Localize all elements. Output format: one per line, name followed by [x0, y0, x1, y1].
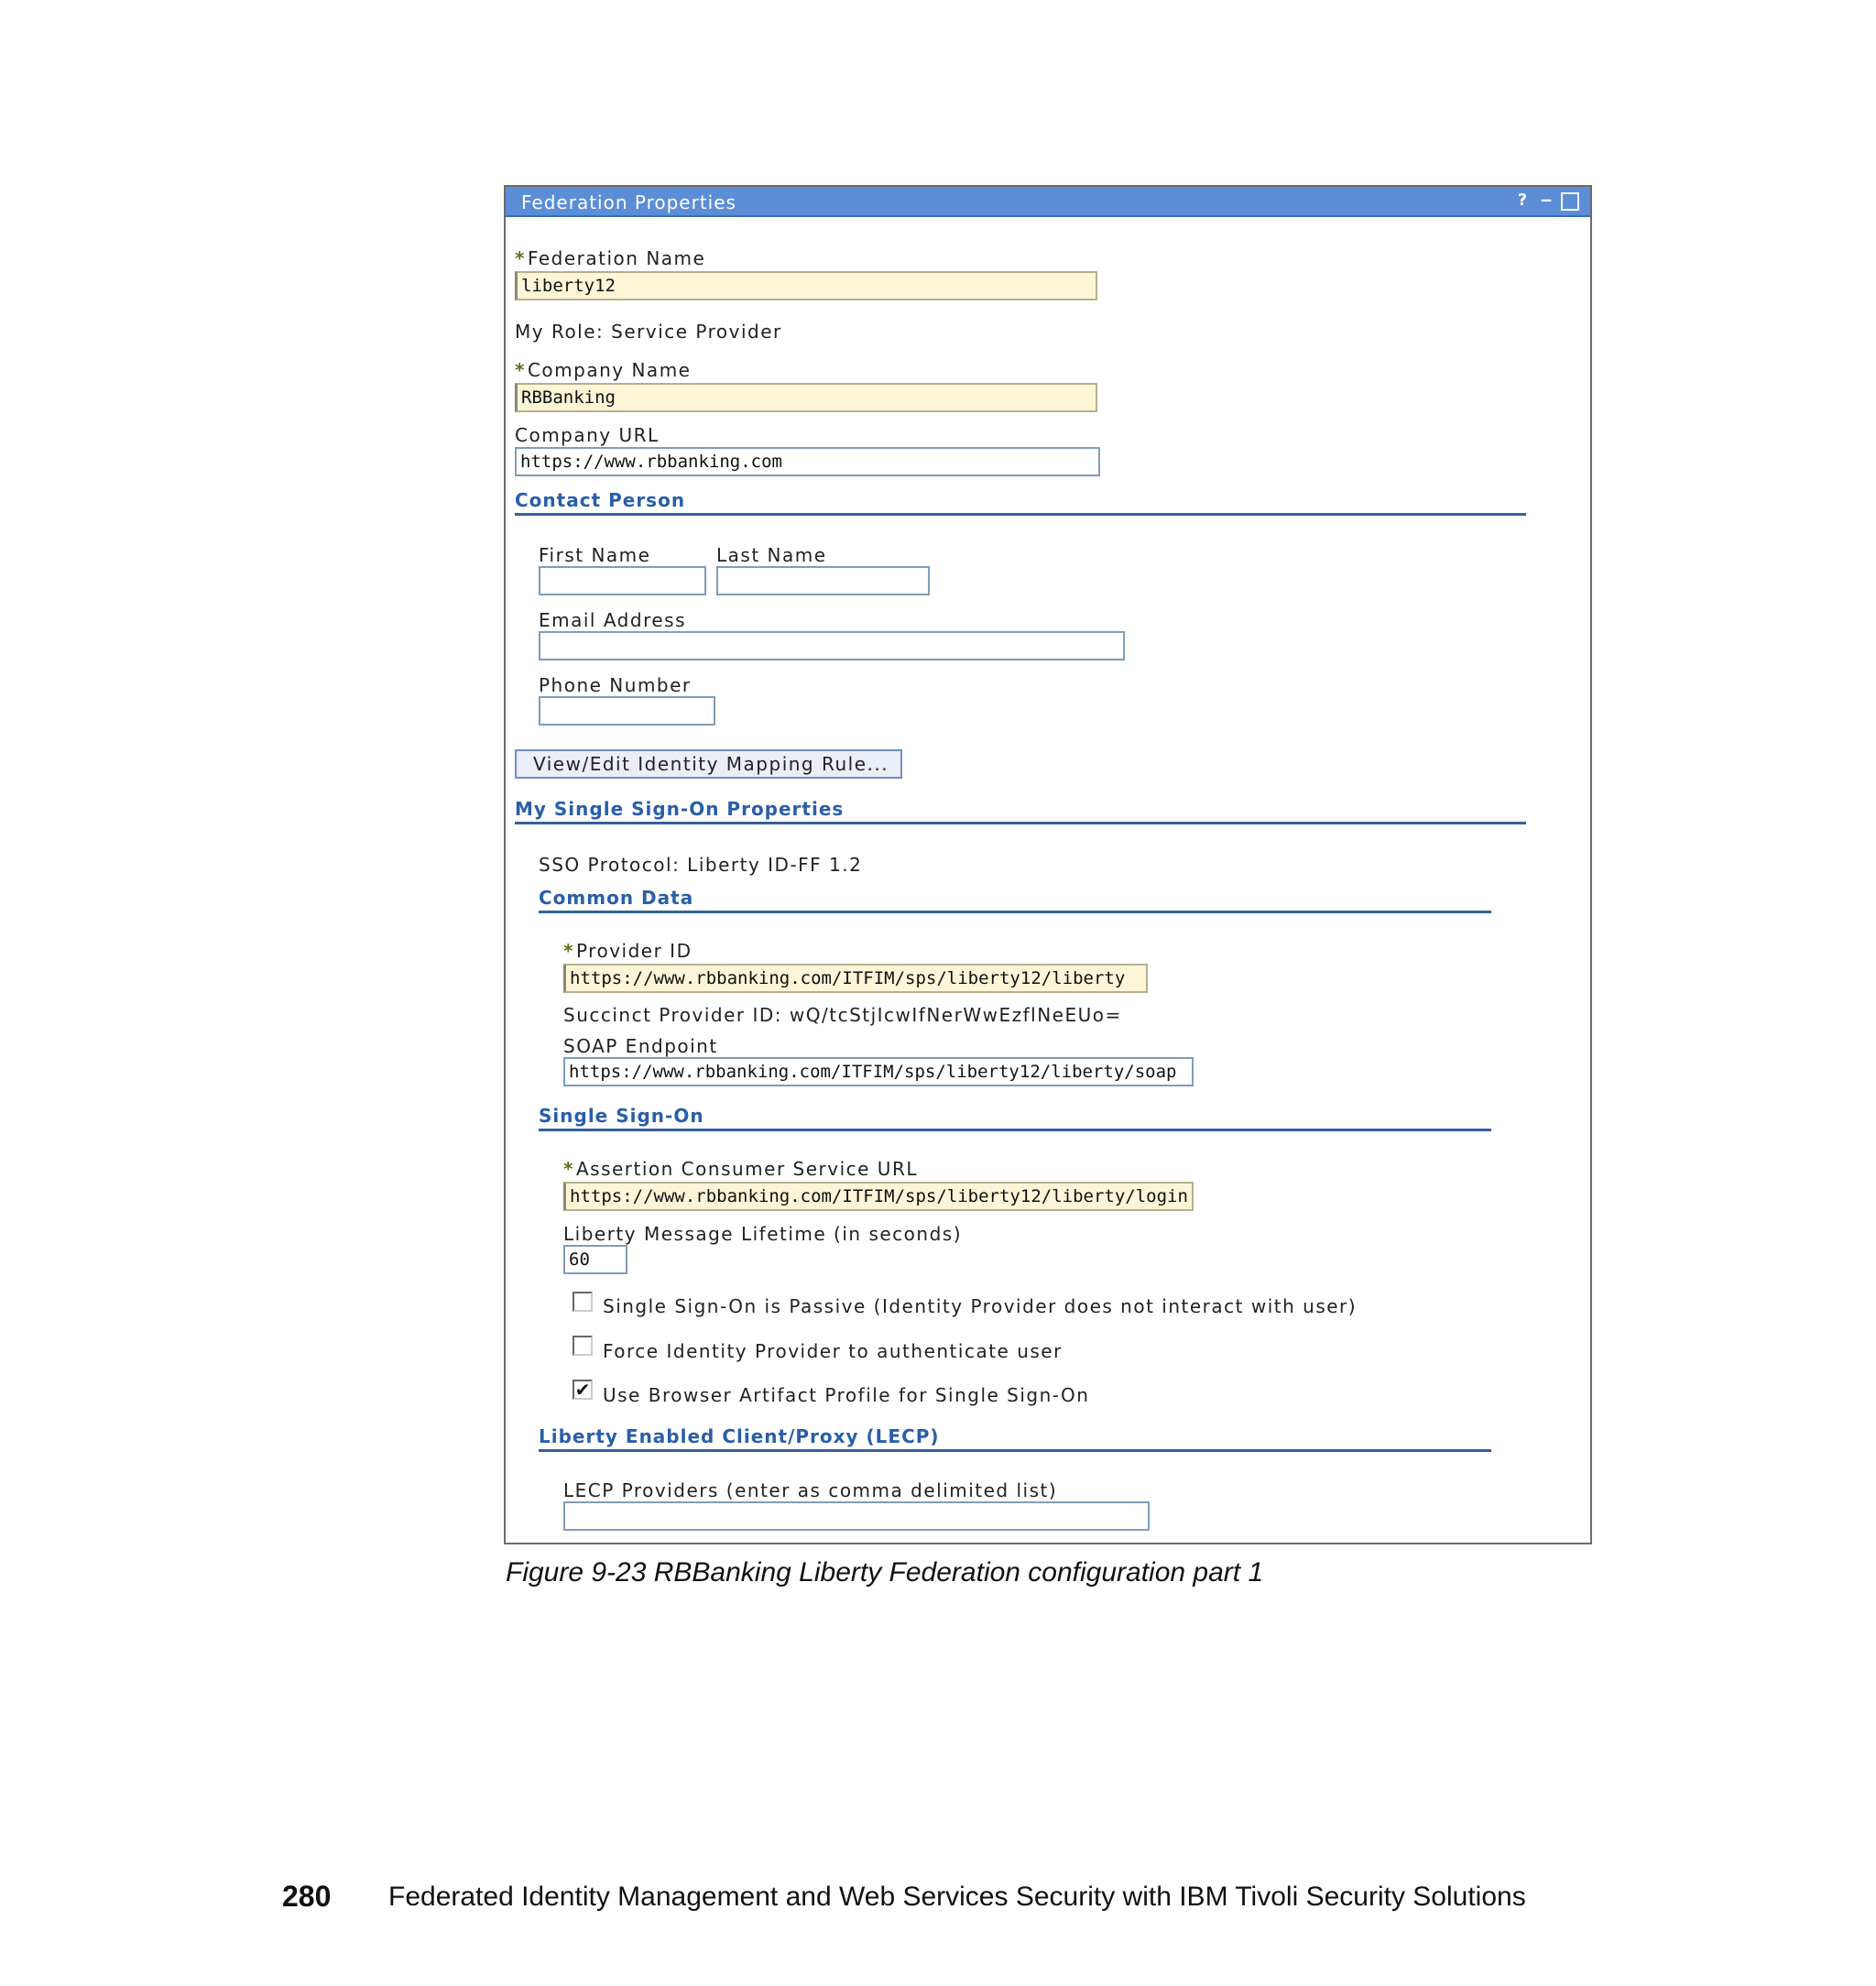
sso-passive-label: Single Sign-On is Passive (Identity Provider does not interact with user) — [603, 1295, 1358, 1317]
view-edit-mapping-rule-button[interactable]: View/Edit Identity Mapping Rule... — [515, 749, 902, 779]
company-name-label — [515, 359, 691, 381]
browser-artifact-label: Use Browser Artifact Profile for Single Sign-On — [603, 1384, 1090, 1406]
lecp-heading: Liberty Enabled Client/Proxy (LECP) — [539, 1425, 940, 1447]
panel-title: Federation Properties — [521, 191, 736, 213]
soap-endpoint-input[interactable]: https://www.rbbanking.com/ITFIM/sps/liberty12/liberty/soap — [563, 1057, 1194, 1086]
first-name-input[interactable] — [539, 566, 706, 595]
email-input[interactable] — [539, 631, 1125, 660]
federation-name-label-text: Federation Name — [527, 247, 706, 269]
panel-titlebar — [506, 187, 1590, 217]
sso-protocol-text: SSO Protocol: Liberty ID-FF 1.2 — [539, 854, 863, 876]
lecp-providers-input[interactable] — [563, 1501, 1150, 1531]
acs-url-label — [563, 1158, 918, 1180]
company-name-label-text: Company Name — [527, 359, 692, 381]
section-divider — [539, 911, 1491, 913]
common-data-heading: Common Data — [539, 887, 694, 909]
contact-person-heading: Contact Person — [515, 489, 686, 511]
help-icon[interactable]: ? — [1517, 191, 1528, 210]
section-divider — [515, 822, 1526, 824]
acs-url-label-text: Assertion Consumer Service URL — [575, 1158, 918, 1180]
sso-properties-heading: My Single Sign-On Properties — [515, 798, 845, 820]
company-url-input[interactable]: https://www.rbbanking.com — [515, 447, 1100, 476]
message-lifetime-input[interactable]: 60 — [563, 1245, 627, 1274]
phone-input[interactable] — [539, 696, 715, 726]
required-asterisk-icon: * — [515, 247, 526, 269]
phone-label: Phone Number — [539, 674, 692, 696]
provider-id-input[interactable]: https://www.rbbanking.com/ITFIM/sps/liberty12/liberty — [563, 964, 1148, 993]
lecp-providers-label: LECP Providers (enter as comma delimited list) — [563, 1479, 1058, 1501]
section-divider — [539, 1449, 1491, 1452]
federation-properties-panel — [504, 185, 1592, 1544]
message-lifetime-label: Liberty Message Lifetime (in seconds) — [563, 1223, 963, 1245]
section-divider — [515, 513, 1526, 516]
provider-id-label-text: Provider ID — [575, 940, 693, 962]
titlebar-controls — [1513, 191, 1579, 211]
single-sign-on-heading: Single Sign-On — [539, 1105, 704, 1127]
soap-endpoint-label: SOAP Endpoint — [563, 1035, 718, 1057]
book-title: Federated Identity Management and Web Services Security with IBM Tivoli Security Solutions — [388, 1882, 1526, 1912]
browser-artifact-checkbox[interactable]: ✔ — [573, 1380, 593, 1400]
last-name-label: Last Name — [716, 544, 827, 566]
required-asterisk-icon: * — [515, 359, 526, 381]
maximize-icon[interactable] — [1561, 192, 1579, 211]
my-role-text: My Role: Service Provider — [515, 321, 782, 343]
federation-name-input[interactable]: liberty12 — [515, 271, 1097, 300]
sso-passive-checkbox[interactable] — [573, 1292, 593, 1312]
minimize-icon[interactable]: ‒ — [1540, 191, 1553, 210]
email-label: Email Address — [539, 609, 686, 631]
page-number: 280 — [282, 1880, 332, 1913]
succinct-provider-id-text: Succinct Provider ID: wQ/tcStjIcwIfNerWwEzflNeEUo= — [563, 1004, 1122, 1026]
figure-caption: Figure 9-23 RBBanking Liberty Federation configuration part 1 — [506, 1557, 1264, 1588]
federation-name-label — [515, 247, 705, 269]
provider-id-label — [563, 940, 692, 962]
required-asterisk-icon: * — [563, 1158, 574, 1180]
company-name-input[interactable]: RBBanking — [515, 383, 1097, 412]
last-name-input[interactable] — [716, 566, 930, 595]
force-authn-checkbox[interactable] — [573, 1336, 593, 1356]
force-authn-label: Force Identity Provider to authenticate user — [603, 1340, 1063, 1362]
company-url-label: Company URL — [515, 424, 660, 446]
first-name-label: First Name — [539, 544, 651, 566]
acs-url-input[interactable]: https://www.rbbanking.com/ITFIM/sps/liberty12/liberty/login — [563, 1182, 1194, 1211]
required-asterisk-icon: * — [563, 940, 574, 962]
section-divider — [539, 1129, 1491, 1131]
